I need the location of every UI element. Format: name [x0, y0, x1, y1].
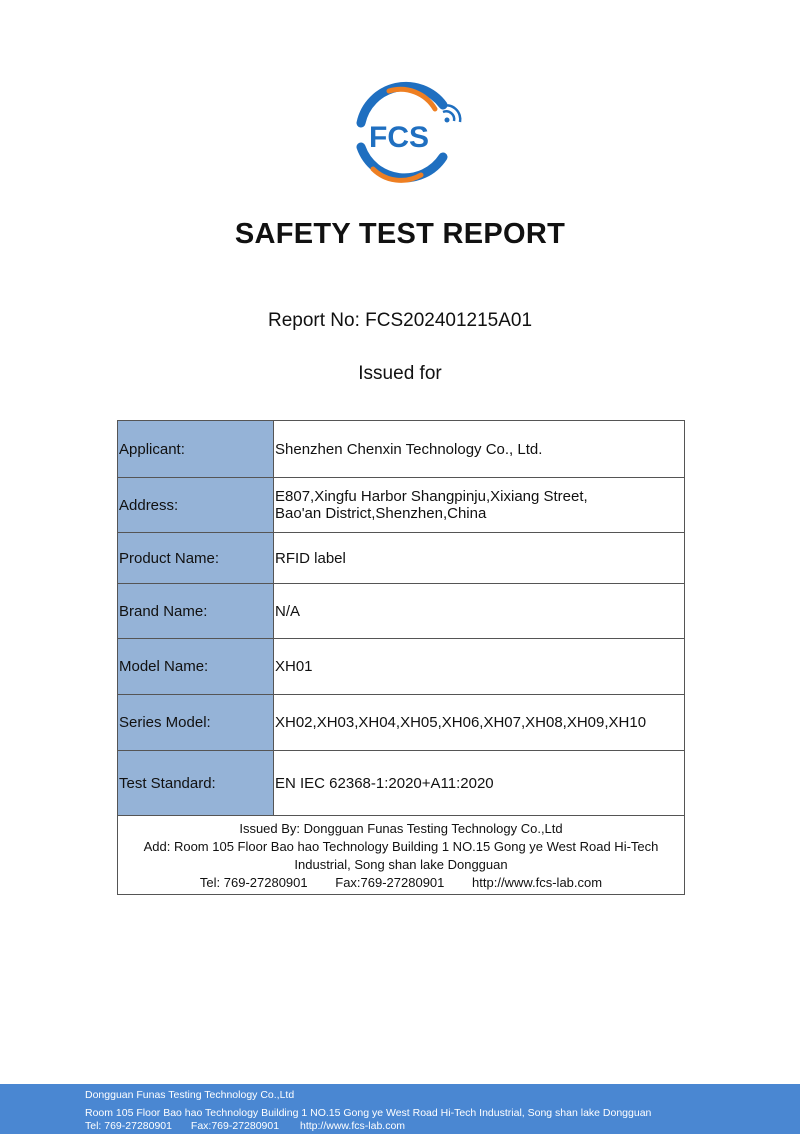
footer-url: http://www.fcs-lab.com: [300, 1120, 406, 1132]
page-footer-bar: [0, 1084, 800, 1134]
footer-fax: Fax:769-27280901: [190, 1120, 280, 1132]
address-line-2: Bao'an District,Shenzhen,China: [275, 505, 487, 522]
row-label: Model Name:: [118, 639, 274, 695]
table-row-address: [118, 478, 685, 533]
issued-for-label: Issued for: [358, 363, 442, 384]
row-label: Applicant:: [118, 421, 274, 478]
table-row-product-name: [118, 533, 685, 584]
row-value: EN IEC 62368-1:2020+A11:2020: [274, 751, 685, 816]
table-row-series-model: [118, 695, 685, 751]
page-title: SAFETY TEST REPORT: [234, 218, 566, 250]
issuer-address-line-2: Industrial, Song shan lake Dongguan: [294, 857, 508, 872]
issuer-address-line-1: Add: Room 105 Floor Bao hao Technology Building 1 NO.15 Gong ye West Road Hi-Tech: [143, 839, 659, 854]
table-row-model-name: [118, 639, 685, 695]
row-label: Address:: [118, 478, 274, 533]
row-value: RFID label: [274, 533, 685, 584]
address-line-1: E807,Xingfu Harbor Shangpinju,Xixiang Street,: [275, 488, 588, 505]
footer-contact: [85, 1120, 405, 1132]
table-row-test-standard: [118, 751, 685, 816]
row-value: N/A: [274, 584, 685, 639]
table-footer-row: [118, 816, 685, 895]
row-value: Shenzhen Chenxin Technology Co., Ltd.: [274, 421, 685, 478]
issuer-info: [118, 816, 685, 895]
row-value: [274, 478, 685, 533]
row-value: XH01: [274, 639, 685, 695]
issued-by: Issued By: Dongguan Funas Testing Technology Co.,Ltd: [239, 821, 563, 836]
row-label: Series Model:: [118, 695, 274, 751]
issuer-tel: Tel: 769-27280901: [199, 875, 308, 890]
footer-tel: Tel: 769-27280901: [85, 1120, 172, 1132]
table-row-applicant: [118, 421, 685, 478]
report-number: Report No: FCS202401215A01: [267, 310, 533, 331]
row-label: Product Name:: [118, 533, 274, 584]
footer-company: Dongguan Funas Testing Technology Co.,Ltd: [85, 1089, 295, 1101]
row-value: XH02,XH03,XH04,XH05,XH06,XH07,XH08,XH09,XH10: [274, 695, 685, 751]
logo-text: FCS: [369, 121, 429, 154]
row-label: Brand Name:: [118, 584, 274, 639]
row-label: Test Standard:: [118, 751, 274, 816]
issuer-fax: Fax:769-27280901: [335, 875, 445, 890]
fcs-logo: [343, 75, 463, 195]
table-row-brand-name: [118, 584, 685, 639]
issuer-url: http://www.fcs-lab.com: [472, 875, 603, 890]
issuer-contact: [118, 874, 684, 892]
footer-address: Room 105 Floor Bao hao Technology Building 1 NO.15 Gong ye West Road Hi-Tech Industrial, Song shan lake Dongguan: [85, 1107, 652, 1119]
report-info-table: [117, 420, 685, 895]
